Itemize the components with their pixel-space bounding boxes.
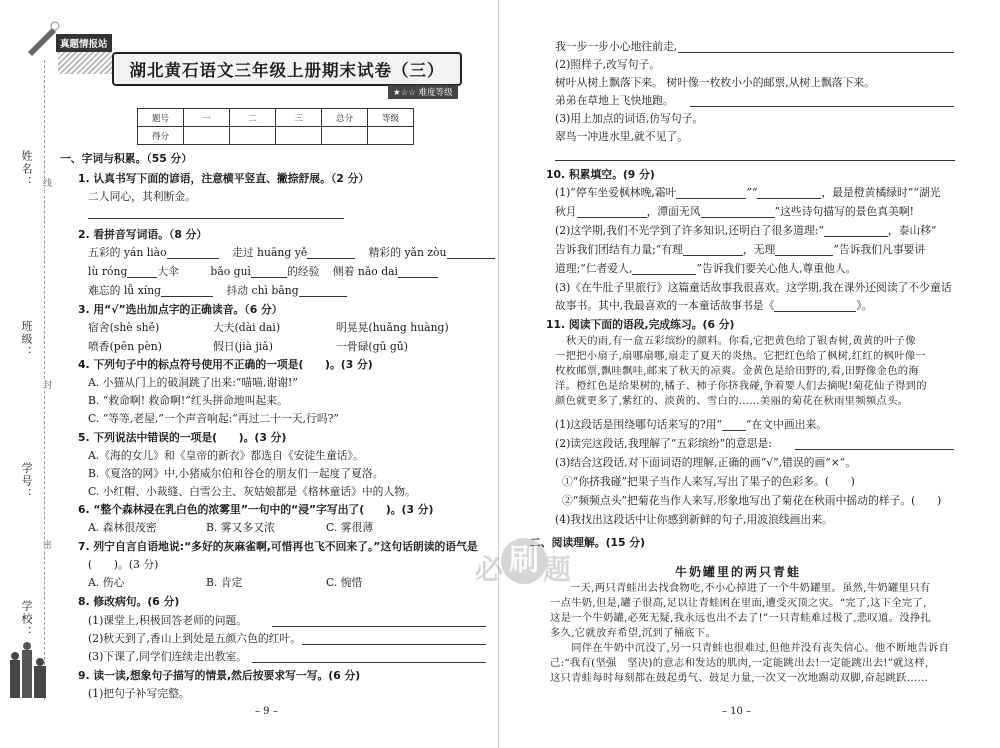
answer-blank[interactable]	[299, 286, 347, 297]
question-text: 9. 读一读,想象句子描写的情景,然后按要求写一写。(6 分)	[78, 669, 361, 682]
fill-text: 道理;“仁者爱人,	[555, 262, 633, 275]
fill-text: ”告诉我们凡事要讲	[833, 243, 926, 256]
page-number: – 10 –	[722, 706, 752, 717]
section-heading: 二、阅读理解。(15 分)	[530, 536, 646, 549]
choice-option[interactable]: C. “等等,老屋,”一个声音响起:“再过二十一天,行吗?”	[88, 412, 339, 425]
judgement-item: ②“频频点头”把菊花当作人来写,形象地写出了菊花在秋雨中摇动的样子。	[562, 494, 912, 507]
fill-text: ，无理	[742, 243, 776, 256]
question-text: 1. 认真书写下面的谚语，注意横平竖直、撇捺舒展。（2 分）	[78, 172, 370, 185]
question-text: 4. 下列句子中的标点符号使用不正确的一项是( )。(3 分)	[78, 358, 373, 371]
binding-margin	[0, 0, 58, 748]
score-cell: 一	[184, 109, 230, 127]
choice-option[interactable]: B. 肯定	[206, 576, 243, 589]
fill-text: ，潭面无风	[646, 205, 701, 218]
score-cell: 等级	[368, 109, 414, 127]
sub-instruction: (1)把句子补写完整。	[88, 687, 190, 700]
passage-line: 一把把小扇子,扇哪扇哪,扇走了夏天的炎热。它把红色给了枫树,红红的枫叶像一	[555, 350, 927, 362]
score-cell: 题号	[138, 109, 184, 127]
story-title: 牛奶罐里的两只青蛙	[675, 565, 802, 579]
sick-sentence: (2)秋天到了,香山上到处是五颜六色的红叶。	[88, 632, 302, 645]
example-sentence: 树叶从树上飘落下来。 树叶像一枚枚小小的邮票,从树上飘落下来。	[555, 76, 875, 89]
question-text: 6. “整个森林浸在乳白色的浓雾里”一句中的“浸”字写出了( )。(3 分)	[78, 503, 434, 516]
choice-option[interactable]: B. “救命啊! 救命啊!”红头拼命地叫起来。	[88, 394, 288, 407]
header-badge: 真题情报站	[56, 34, 112, 52]
answer-blank[interactable]	[447, 248, 495, 259]
passage-line: 颜色就更多了,紫红的、淡黄的、雪白的……美丽的菊花在秋雨里频频点头。	[555, 395, 909, 407]
watermark-char: 题	[543, 553, 572, 586]
pinyin-item: 大伞	[157, 265, 179, 278]
proverb-text: 二人同心，其利断金。	[88, 190, 196, 203]
judgement-answer[interactable]: ( )	[824, 475, 855, 488]
question-text: 3. 用“√”选出加点字的正确读音。（6 分）	[78, 303, 283, 316]
passage-line: 己:“我有(坚强 坚决)的意志和发达的肌肉,一定能跳出去!一定能跳出去!”就这样,	[550, 657, 929, 669]
answer-blank[interactable]	[824, 226, 888, 237]
fill-text: ”在文中画出来。	[745, 418, 828, 431]
answer-blank[interactable]	[701, 207, 775, 218]
score-table	[137, 108, 414, 145]
reading-option[interactable]: 假日(jià jiǎ)	[213, 340, 273, 353]
sub-question: (3)结合这段话,对下面词语的理解,正确的画“√”,错误的画“×”。	[555, 456, 857, 469]
answer-blank[interactable]	[774, 301, 856, 312]
choice-option[interactable]: C. 雾很薄	[326, 521, 374, 534]
answer-blank[interactable]	[722, 420, 746, 431]
choice-option[interactable]: A. 小猫从门上的破洞跳了出来:“喵喵,谢谢!”	[88, 376, 298, 389]
question-text: 7. 列宁自言自语地说:“多好的灰麻雀啊,可惜再也飞不回来了。”这句话朗读的语气是	[78, 540, 478, 553]
fill-text: 告诉我们团结有力量;“有理	[555, 243, 683, 256]
answer-blank[interactable]	[775, 245, 833, 256]
choice-option[interactable]: B. 雾又多又浓	[206, 521, 275, 534]
fill-text: 秋月	[555, 205, 577, 218]
answer-blank[interactable]	[398, 267, 438, 278]
choice-option[interactable]: B.《夏洛的网》中,小猪威尔伯和谷仓的朋友们一起度了夏洛。	[88, 467, 384, 480]
sub-instruction: (2)照样子,改写句子。	[555, 58, 661, 71]
sub-question: (4)我找出这段话中让你感到新鲜的句子,用波浪线画出来。	[555, 513, 833, 526]
choice-option[interactable]: A. 伤心	[88, 576, 125, 589]
choice-option[interactable]: A.《海的女儿》和《皇帝的新衣》都选自《安徒生童话》。	[88, 449, 364, 462]
passage-line: 枚枚邮票,飘哇飘哇,邮来了秋天的凉爽。金黄色是给田野的,看,田野像金色的海	[555, 365, 919, 377]
score-input-cell[interactable]	[184, 127, 230, 145]
passage-line: 这是一个牛奶罐,必死无疑,我永远也出不去了!”一只青蛙难过极了,悲叹道。没挣扎	[550, 612, 932, 624]
passage-line: 一点牛奶,但是,罐子很高,足以让青蛙困在里面,遭受灭顶之灾。“完了,这下全完了,	[550, 597, 927, 609]
pinyin-item: 侧着 nǎo dai	[332, 265, 398, 278]
answer-blank[interactable]	[683, 245, 743, 256]
fill-text: (1)“停车坐爱枫林晚,霜叶	[555, 186, 677, 199]
answer-blank[interactable]	[161, 286, 213, 297]
answer-blank[interactable]	[307, 248, 355, 259]
passage-line: 同伴在牛奶中沉没了,另一只青蛙也很难过,但他并没有丧失信心。他不断地告诉自	[550, 642, 950, 654]
reading-option[interactable]: 大夫(dài dai)	[213, 321, 281, 334]
passage-line: 秋天的雨,有一盒五彩缤纷的颜料。你看,它把黄色给了银杏树,黄黄的叶子像	[566, 335, 916, 347]
sentence-prompt: 我一步一步小心地往前走,	[555, 40, 678, 53]
sub-instruction: (3)用上加点的词语,仿写句子。	[555, 112, 704, 125]
passage-line: 洋。橙红色是给果树的,橘子、柿子你挤我碰,争着要人们去摘呢!菊花仙子得到的	[555, 380, 927, 392]
margin-class-label: 班级：	[20, 320, 33, 359]
fill-text: ，泰山移”	[887, 224, 937, 237]
question-text: 10. 积累填空。(9 分)	[546, 168, 655, 181]
passage-line: 这只青蛙每时每刻都在鼓起勇气、鼓足力量,一次又一次地踢动双脚,奋起跳跃……	[550, 672, 929, 684]
fill-text: 故事书。其中,我最喜欢的一本童话故事书是《	[555, 299, 775, 312]
pinyin-item: 精彩的 yǎn zòu	[368, 246, 447, 259]
answer-line[interactable]	[795, 449, 954, 450]
answer-blank[interactable]	[676, 188, 746, 199]
answer-blank[interactable]	[632, 264, 696, 275]
judgement-item: ①“你挤我碰”把果子当作人来写,写出了果子的色彩多。	[562, 475, 825, 488]
score-cell: 三	[276, 109, 322, 127]
score-table-row	[138, 127, 414, 145]
answer-line[interactable]	[88, 218, 344, 219]
reading-passage	[555, 334, 927, 409]
pinyin-item: 五彩的 yán liào	[88, 246, 167, 259]
score-input-cell[interactable]	[276, 127, 322, 145]
section-heading: 一、字词与积累。（55 分）	[60, 152, 193, 165]
choice-option[interactable]: C. 小红帽、小裁缝、白雪公主、灰姑娘都是《格林童话》中的人物。	[88, 485, 416, 498]
sick-sentence: (3)下课了,同学们连续走出教室。	[88, 650, 248, 663]
answer-line[interactable]	[302, 644, 486, 645]
watermark-logo	[475, 534, 573, 600]
answer-blank[interactable]	[127, 267, 157, 278]
score-table-header-row	[138, 109, 414, 127]
passage-line: 一天,两只青蛙出去找食物吃,不小心掉进了一个牛奶罐里。虽然,牛奶罐里只有	[570, 582, 931, 594]
reading-option[interactable]: 明晃晃(huǎng huàng)	[336, 321, 449, 334]
pinyin-item: 走过 huāng yě	[232, 246, 308, 259]
fill-text: (1)这段话是围绕哪句话来写的?用“	[555, 418, 722, 431]
score-input-cell[interactable]	[230, 127, 276, 145]
choice-option[interactable]: A. 森林很茂密	[88, 521, 157, 534]
pinyin-item: lù róng	[88, 265, 128, 278]
page-title: 湖北黄石语文三年级上册期末试卷（三）	[112, 52, 462, 86]
fill-text: ”“	[746, 186, 758, 199]
score-cell: 总分	[322, 109, 368, 127]
pinyin-item: 的经验	[287, 265, 320, 278]
story-passage	[550, 581, 949, 686]
margin-id-label: 学号：	[20, 462, 33, 501]
reading-option[interactable]: 宿舍(shè shě)	[88, 321, 160, 334]
fill-text: 》。	[856, 299, 873, 312]
answer-line[interactable]	[690, 106, 954, 107]
margin-name-label: 姓名：	[20, 150, 33, 189]
margin-cut-mark: 密	[41, 540, 51, 549]
margin-school-label: 学校：	[20, 600, 33, 639]
page-number: – 9 –	[255, 706, 278, 717]
choice-option[interactable]: C. 惋惜	[326, 576, 363, 589]
score-cell: 二	[230, 109, 276, 127]
fill-text: (3)《在牛肚子里旅行》这篇童话故事我很喜欢。这学期,我在课外还阅读了不少童话	[555, 281, 952, 294]
watermark-char: 刷	[501, 538, 547, 584]
judgement-answer[interactable]: ( )	[911, 494, 942, 507]
answer-line[interactable]	[555, 160, 955, 161]
answer-line[interactable]	[272, 626, 486, 627]
answer-blank[interactable]	[757, 188, 821, 199]
pinyin-item: bǎo guì	[210, 265, 252, 278]
margin-cut-mark: 封	[41, 380, 51, 389]
sub-question: (2)读完这段话,我理解了“五彩缤纷”的意思是:	[555, 437, 772, 450]
question-text: 11. 阅读下面的语段,完成练习。(6 分)	[546, 318, 735, 331]
question-text: 5. 下列说法中错误的一项是( )。(3 分)	[78, 431, 287, 444]
example-sentence: 翠鸟一冲进水里,就不见了。	[555, 130, 688, 143]
answer-blank[interactable]	[577, 207, 647, 218]
score-cell: 得分	[138, 127, 184, 145]
difficulty-badge: ★☆☆ 难度等级	[388, 85, 458, 99]
pinyin-item: 抖动 chì bǎng	[226, 284, 299, 297]
sick-sentence: (1)课堂上,积极回答老师的问题。	[88, 614, 248, 627]
pinyin-item: 难忘的 lǚ xíng	[88, 284, 162, 297]
header-stripes	[58, 52, 118, 74]
decoration-icon	[8, 640, 50, 700]
sentence-prompt: 弟弟在草地上飞快地跑。	[555, 94, 674, 107]
passage-line: 多久,它就放弃希望,沉到了桶底下。	[550, 627, 717, 639]
reading-option[interactable]: 喷香(pēn pèn)	[88, 340, 162, 353]
question-text: 8. 修改病句。(6 分)	[78, 595, 180, 608]
margin-cut-mark: 线	[41, 178, 51, 187]
score-input-cell[interactable]	[368, 127, 414, 145]
watermark-char: 必	[475, 553, 504, 586]
answer-line[interactable]	[252, 662, 486, 663]
page-divider	[498, 0, 499, 748]
answer-line[interactable]	[678, 52, 954, 53]
fill-text: ，最是橙黄橘绿时”“湖光	[821, 186, 941, 199]
question-text: 2. 看拼音写词语。（8 分）	[78, 228, 208, 241]
answer-parenthesis[interactable]: ( )。(3 分)	[88, 558, 159, 571]
fill-text: (2)这学期,我们不光学到了许多知识,还明白了很多道理:“	[555, 224, 824, 237]
score-input-cell[interactable]	[322, 127, 368, 145]
fill-text: ”告诉我们要关心他人,尊重他人。	[696, 262, 857, 275]
answer-blank[interactable]	[251, 267, 287, 278]
reading-option[interactable]: 一骨碌(gū gǔ)	[336, 340, 408, 353]
fill-text: ”这些诗句描写的景色真美啊!	[774, 205, 914, 218]
right-page	[500, 0, 1000, 748]
answer-blank[interactable]	[167, 248, 219, 259]
